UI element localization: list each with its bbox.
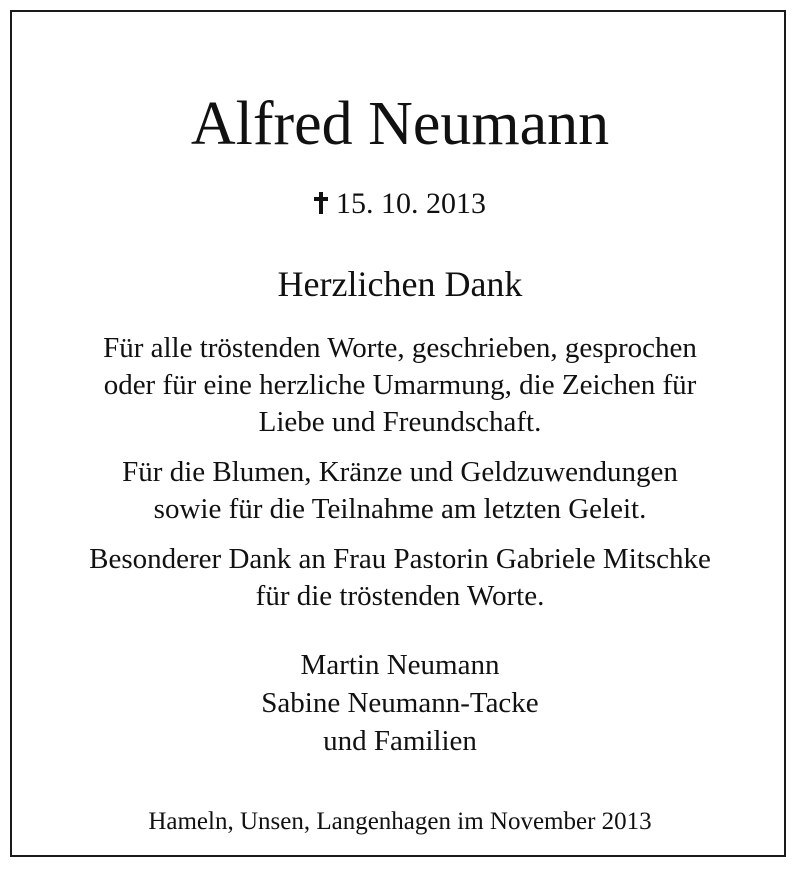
paragraph-3-line-1: Besonderer Dank an Frau Pastorin Gabriele Mitschke: [89, 543, 711, 575]
paragraph-2-line-1: Für die Blumen, Kränze und Geldzuwendungen: [122, 456, 678, 488]
death-date: 15. 10. 2013: [336, 187, 486, 220]
signatory-3: und Familien: [323, 725, 477, 757]
signatory-1: Martin Neumann: [300, 649, 500, 681]
place-and-date: Hameln, Unsen, Langenhagen im November 2013: [148, 808, 652, 835]
paragraph-3-line-2: für die tröstenden Worte.: [255, 580, 545, 612]
paragraph-1-line-3: Liebe und Freundschaft.: [258, 406, 542, 438]
signatory-2: Sabine Neumann-Tacke: [261, 687, 539, 719]
cross-icon: [314, 192, 328, 214]
thanks-heading: Herzlichen Dank: [277, 264, 523, 304]
paragraph-2-line-2: sowie für die Teilnahme am letzten Geleit.: [153, 493, 647, 525]
death-date-line: [0, 186, 800, 222]
deceased-name: Alfred Neumann: [190, 90, 610, 158]
paragraph-1-line-2: oder für eine herzliche Umarmung, die Zeichen für: [103, 369, 697, 401]
paragraph-1-line-1: Für alle tröstenden Worte, geschrieben, gesprochen: [103, 332, 697, 364]
